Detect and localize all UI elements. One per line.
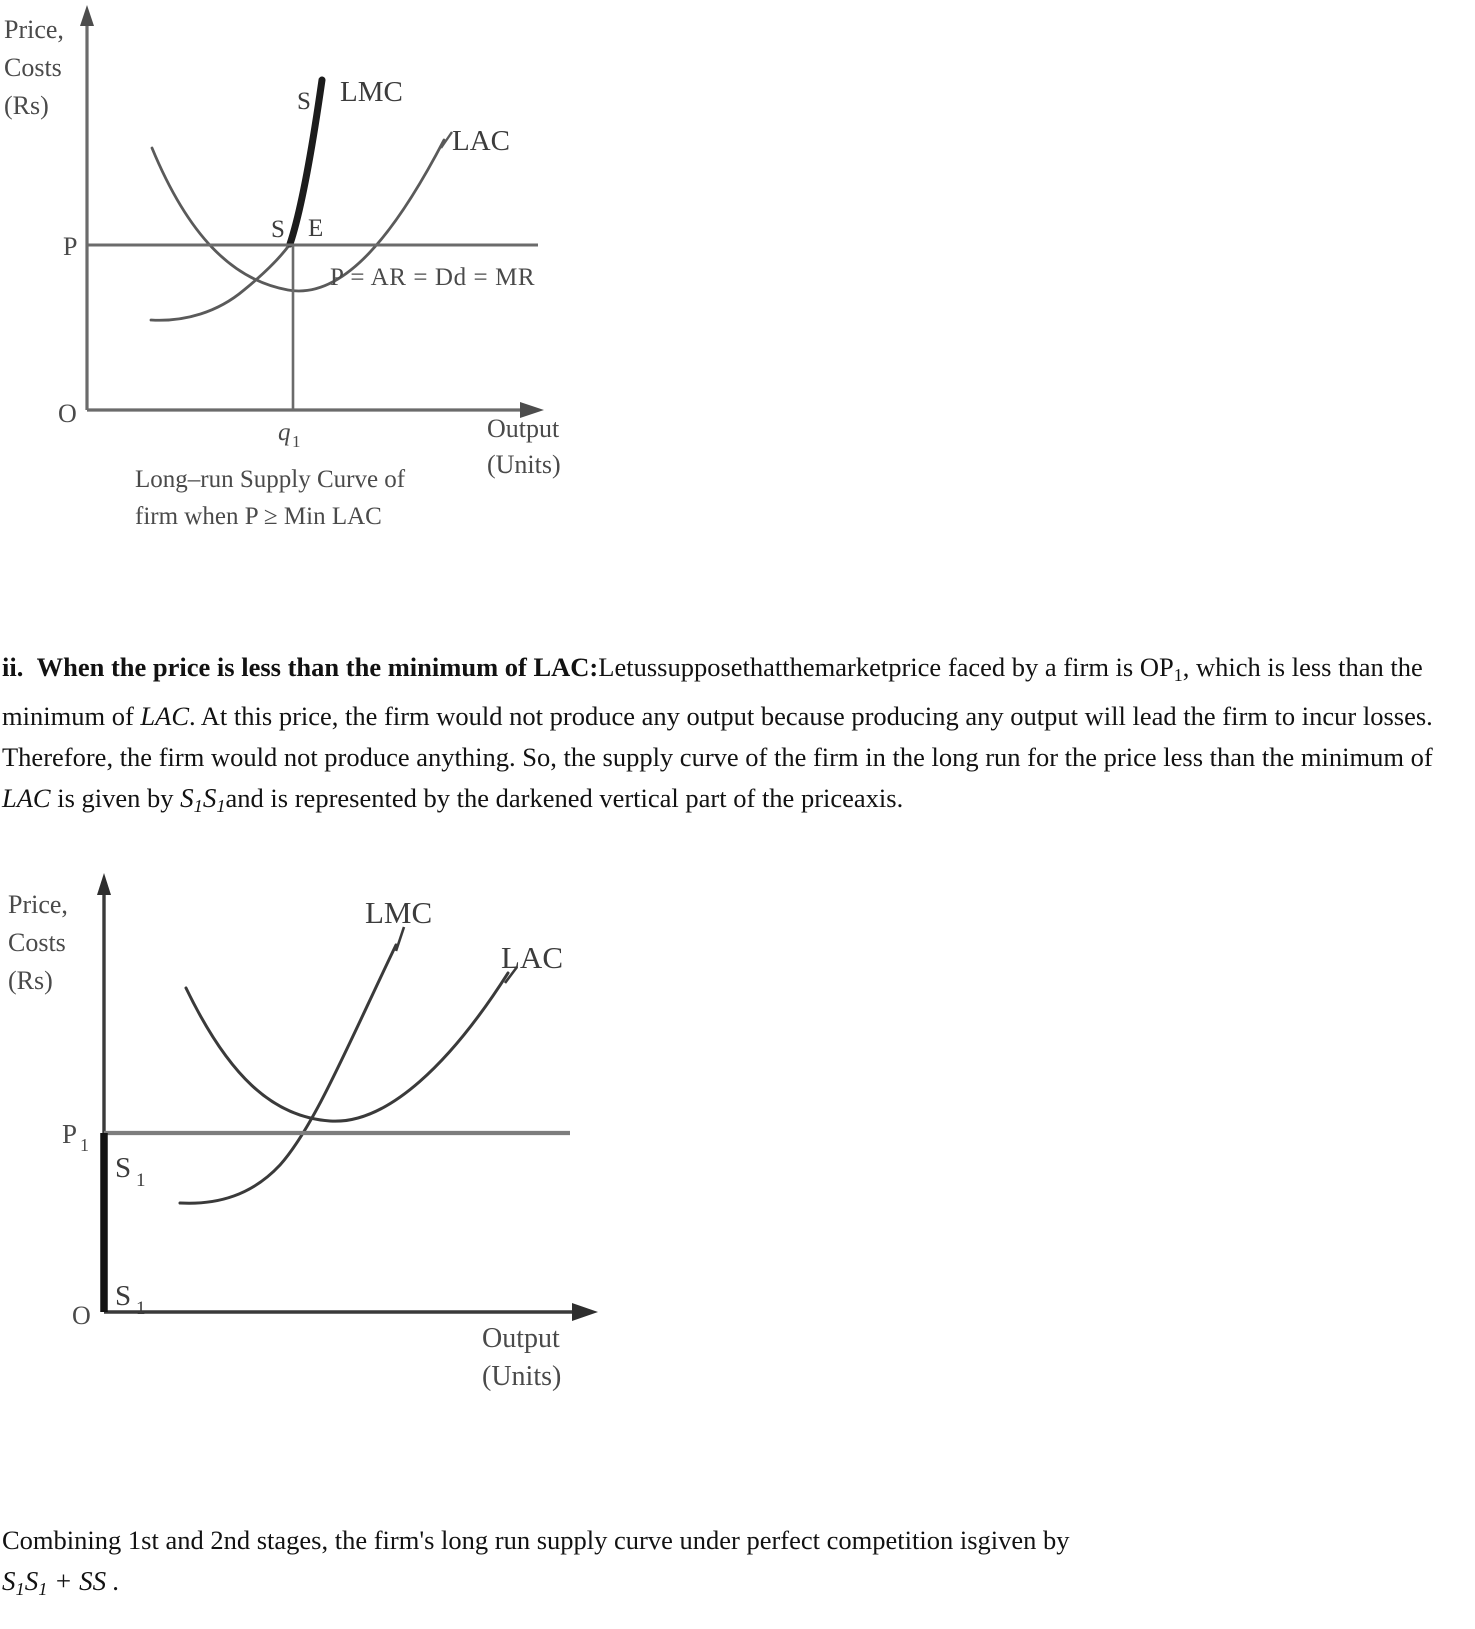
- paragraph-segment-4: is given by: [50, 782, 181, 813]
- y-axis-label-line-2: Costs: [4, 53, 62, 82]
- y-axis-label-line-3: (Rs): [4, 91, 49, 120]
- supply-label-upper: S: [297, 88, 311, 115]
- paragraph-segment-5: and is represented by the darkened vertical part of the priceaxis.: [225, 782, 904, 813]
- y-axis: [80, 5, 94, 410]
- x-axis-label-line-1: Output: [487, 414, 560, 443]
- x-axis-label-line-2: (Units): [482, 1361, 562, 1392]
- paragraph-price-below-min-lac: [2, 647, 1464, 827]
- figure-caption-line-1: Long–run Supply Curve of: [135, 466, 406, 493]
- quantity-axis-label-sub: 1: [292, 432, 301, 451]
- lmc-leader: [396, 927, 404, 951]
- price-axis-label-p1: P: [62, 1119, 78, 1149]
- lac-curve-label: LAC: [452, 125, 510, 157]
- formula-s1s1-inline: $S_1S_1$: [180, 782, 226, 816]
- paragraph-combining-stages: [2, 1520, 1464, 1610]
- supply-segment-label-lower: S: [115, 1280, 132, 1312]
- formula-final: $S_1S_1$ + SS .: [2, 1566, 120, 1600]
- paragraph-italic-lac-1: LAC: [140, 700, 189, 731]
- supply-segment-label-lower-sub: 1: [136, 1298, 146, 1319]
- price-axis-label-p1-sub: 1: [80, 1135, 89, 1155]
- figure-caption-line-2: firm when P ≥ Min LAC: [135, 503, 382, 530]
- x-axis-label-line-2: (Units): [487, 450, 561, 479]
- x-axis-label-line-1: Output: [482, 1323, 560, 1354]
- x-axis: [87, 402, 544, 418]
- y-axis-label-line-1: Price,: [4, 15, 64, 44]
- paragraph-segment-3: . At this price, the firm would not produce any output because producing any output will lead the firm to incur losses. Therefore, the firm would not produce anything. So, the supply curve of the firm in the long run for the price less than the minimum of: [2, 700, 1433, 772]
- paragraph-bold-lead: When the price is less than the minimum of LAC:: [36, 651, 599, 682]
- lmc-curve-label: LMC: [365, 895, 433, 930]
- equilibrium-point-label: E: [308, 215, 324, 242]
- paragraph-segment-2: , which is less than the minimum of: [2, 651, 1423, 731]
- supply-label-lower: S: [271, 216, 285, 243]
- lac-curve-label: LAC: [501, 940, 563, 975]
- paragraph-italic-lac-2: LAC: [2, 782, 51, 813]
- y-axis-label-line-1: Price,: [8, 890, 68, 919]
- paragraph-segment-1-subscript: 1: [1173, 664, 1183, 685]
- y-axis-label-line-3: (Rs): [8, 966, 53, 995]
- price-axis-label: P: [63, 232, 78, 261]
- quantity-axis-label: q: [278, 419, 291, 446]
- demand-line-label: P = AR = Dd = MR: [330, 264, 536, 291]
- paragraph-marker: ii.: [2, 651, 24, 682]
- supply-segment-label-upper-sub: 1: [136, 1170, 146, 1191]
- x-axis: [104, 1303, 598, 1321]
- y-axis-label-line-2: Costs: [8, 928, 66, 957]
- figure-long-run-supply-price-above-min-lac: [0, 0, 640, 545]
- combining-text: Combining 1st and 2nd stages, the firm's long run supply curve under perfect competition isgiven by: [2, 1525, 1070, 1555]
- origin-label: O: [58, 399, 77, 428]
- lmc-curve: [180, 945, 396, 1203]
- origin-label: O: [72, 1301, 91, 1330]
- paragraph-segment-1: faced by a firm is OP: [941, 651, 1174, 682]
- supply-segment-label-upper: S: [115, 1152, 132, 1184]
- lmc-curve-label: LMC: [340, 76, 403, 108]
- figure-long-run-supply-price-below-min-lac: [0, 865, 660, 1420]
- paragraph-run-on-text: Letussupposethatthemarketprice: [598, 651, 942, 682]
